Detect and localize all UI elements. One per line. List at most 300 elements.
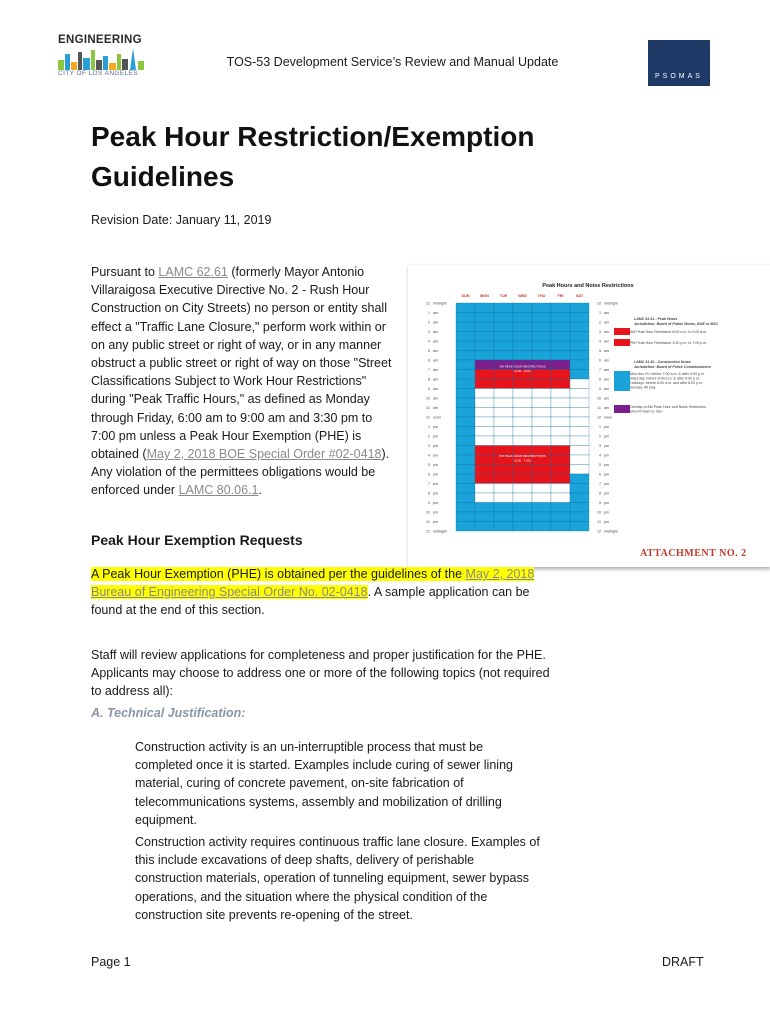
hour-label: 10 — [597, 396, 601, 401]
schedule-cell — [475, 341, 494, 351]
chart-title: Peak Hours and Noise Restrictions — [542, 283, 634, 289]
schedule-cell — [475, 351, 494, 361]
schedule-cell — [475, 389, 494, 399]
schedule-cell — [475, 503, 494, 513]
schedule-cell — [513, 436, 532, 446]
ampm-label: am — [604, 349, 609, 353]
schedule-cell — [570, 493, 589, 503]
hour-label: 12 — [426, 415, 430, 420]
ampm-label: pm — [433, 425, 438, 429]
schedule-cell — [494, 427, 513, 437]
schedule-cell — [494, 341, 513, 351]
schedule-cell — [570, 465, 589, 475]
ampm-label: midnight — [604, 301, 618, 306]
schedule-cell — [551, 427, 570, 437]
ampm-label: pm — [433, 434, 438, 439]
schedule-cell — [551, 522, 570, 532]
day-label: MON — [480, 294, 489, 298]
schedule-cell — [551, 313, 570, 323]
bullet-list — [113, 738, 543, 924]
schedule-cell — [494, 389, 513, 399]
schedule-cell — [456, 446, 475, 456]
ampm-label: pm — [604, 482, 609, 486]
hour-label: 3 — [428, 444, 430, 448]
schedule-cell — [532, 503, 551, 513]
page-title — [91, 117, 651, 197]
ampm-label: am — [604, 358, 609, 363]
schedule-cell — [551, 322, 570, 332]
schedule-cell — [551, 341, 570, 351]
schedule-cell — [456, 389, 475, 399]
hour-label: 5 — [599, 349, 601, 353]
schedule-cell — [532, 512, 551, 522]
schedule-cell — [513, 398, 532, 408]
am-peak-label: AM PEAK HOUR RESTRICTIONS — [499, 364, 546, 369]
ampm-label: am — [433, 406, 438, 410]
schedule-cell — [513, 522, 532, 532]
technical-justification-heading: A. Technical Justification: — [91, 706, 246, 720]
ampm-label: pm — [604, 453, 609, 458]
schedule-cell — [513, 351, 532, 361]
intro-text-2: (formerly Mayor Antonio Villaraigosa Executive Directive No. 2 - Rush Hour Construction on City Streets) no person or entity shall effect a "Traffic Lane Closure," perform work within or on any public street or right of way, or in any manner obstruct a public street or right of way on those "Street Classifications Subject to Work Hour Restrictions" during "Peak Traffic Hours," as defined as Monday through Friday, 6:00 am to 9:00 am and 3:30 pm to 7:00 pm unless a Peak Hour Exemption (PHE) is obtained ( — [91, 265, 392, 462]
schedule-cell — [532, 484, 551, 494]
schedule-cell — [456, 341, 475, 351]
schedule-cell — [456, 427, 475, 437]
schedule-cell — [570, 303, 589, 313]
ampm-label: am — [604, 377, 609, 382]
schedule-cell — [475, 484, 494, 494]
attachment-label: ATTACHMENT NO. 2 — [640, 548, 747, 559]
schedule-cell — [494, 493, 513, 503]
hour-label: 10 — [426, 510, 430, 515]
schedule-cell — [456, 522, 475, 532]
ampm-label: am — [604, 368, 609, 372]
ampm-label: pm — [433, 444, 438, 448]
schedule-cell — [532, 303, 551, 313]
hour-label: 7 — [599, 368, 601, 372]
ampm-label: pm — [433, 472, 438, 477]
schedule-cell — [475, 303, 494, 313]
hour-label: 9 — [428, 387, 430, 391]
peak-hours-chart-svg — [408, 265, 770, 567]
schedule-cell — [513, 379, 532, 389]
schedule-cell — [494, 398, 513, 408]
schedule-cell — [551, 436, 570, 446]
ampm-label: pm — [433, 510, 438, 515]
schedule-cell — [570, 522, 589, 532]
schedule-cell — [494, 436, 513, 446]
day-label: SAT — [575, 294, 584, 298]
schedule-cell — [494, 417, 513, 427]
schedule-cell — [551, 351, 570, 361]
legend-item: Mon thru Fri: before 7:00 a.m. & after 9:00 p.m. — [630, 372, 706, 376]
logo-subtitle: CITY OF LOS ANGELES — [58, 70, 139, 77]
schedule-cell — [494, 379, 513, 389]
schedule-cell — [551, 389, 570, 399]
legend-swatch — [614, 339, 630, 346]
hour-label: 12 — [426, 529, 430, 534]
schedule-cell — [551, 455, 570, 465]
engineering-logo — [58, 34, 148, 86]
hour-label: 12 — [597, 415, 601, 420]
schedule-cell — [551, 446, 570, 456]
schedule-cell — [475, 427, 494, 437]
schedule-cell — [456, 455, 475, 465]
hour-label: 9 — [599, 501, 601, 505]
schedule-cell — [570, 512, 589, 522]
schedule-cell — [513, 389, 532, 399]
schedule-cell — [551, 370, 570, 380]
ampm-label: am — [433, 339, 438, 344]
schedule-cell — [551, 303, 570, 313]
pm-peak-label: (3:30 - 7:00) — [514, 458, 531, 463]
draft-label: DRAFT — [662, 955, 704, 969]
lamc-80-06-1-link[interactable]: LAMC 80.06.1 — [178, 483, 259, 498]
ampm-label: am — [433, 377, 438, 382]
hour-label: 2 — [428, 320, 430, 325]
schedule-cell — [475, 436, 494, 446]
schedule-cell — [475, 398, 494, 408]
schedule-cell — [513, 408, 532, 418]
ampm-label: pm — [433, 501, 438, 505]
schedule-cell — [494, 322, 513, 332]
ampm-label: am — [604, 406, 609, 410]
schedule-cell — [570, 484, 589, 494]
schedule-cell — [475, 474, 494, 484]
schedule-cell — [532, 341, 551, 351]
hour-label: 7 — [428, 368, 430, 372]
schedule-cell — [570, 417, 589, 427]
schedule-cell — [551, 379, 570, 389]
schedule-cell — [475, 408, 494, 418]
hour-label: 12 — [597, 529, 601, 534]
section-heading: Peak Hour Exemption Requests — [91, 532, 303, 548]
schedule-cell — [456, 313, 475, 323]
hour-label: 3 — [599, 444, 601, 448]
bullet-text: Construction activity requires continuous traffic lane closure. Examples of this include excavations of deep shafts, delivery of perishable construction materials, operation of tunneling equipment, sewer bypass operations, and the situation where the physical condition of the construction site prevents re-opening of the street. — [135, 835, 540, 922]
lamc-62-61-link[interactable]: LAMC 62.61 — [158, 265, 228, 279]
hour-label: 3 — [599, 330, 601, 334]
schedule-cell — [551, 484, 570, 494]
hour-label: 3 — [428, 330, 430, 334]
legend-item: Saturday: before 8:00 a.m. & after 6:00 p.m. — [630, 376, 701, 381]
schedule-cell — [456, 465, 475, 475]
schedule-cell — [513, 493, 532, 503]
bullet-icon — [113, 738, 135, 829]
chart-grid — [456, 303, 589, 531]
schedule-cell — [570, 322, 589, 332]
schedule-cell — [532, 417, 551, 427]
schedule-cell — [570, 351, 589, 361]
list-item — [113, 738, 543, 829]
hour-label: 2 — [599, 320, 601, 325]
day-label: THU — [537, 294, 546, 298]
day-label: FRI — [557, 294, 564, 298]
ampm-label: pm — [604, 444, 609, 448]
peak-hours-chart — [408, 265, 770, 567]
schedule-cell — [532, 322, 551, 332]
schedule-cell — [570, 360, 589, 370]
schedule-cell — [532, 408, 551, 418]
schedule-cell — [570, 427, 589, 437]
schedule-cell — [570, 474, 589, 484]
schedule-cell — [494, 370, 513, 380]
hour-label: 2 — [599, 434, 601, 439]
schedule-cell — [570, 398, 589, 408]
header-title: TOS-53 Development Service’s Review and Manual Update — [226, 55, 559, 69]
page-number: Page 1 — [91, 955, 131, 969]
schedule-cell — [513, 465, 532, 475]
schedule-cell — [513, 417, 532, 427]
legend-subheading: Jurisdiction: Board of Public Works, BOE or BSS — [634, 322, 718, 326]
schedule-cell — [570, 389, 589, 399]
legend-item: Overlap of AM Peak Hour and Noise Restriction — [630, 405, 706, 409]
hour-label: 11 — [597, 406, 601, 410]
schedule-cell — [494, 465, 513, 475]
ampm-label: am — [433, 349, 438, 353]
hour-label: 6 — [428, 358, 430, 363]
revision-date: Revision Date: January 11, 2019 — [91, 213, 272, 227]
schedule-cell — [494, 303, 513, 313]
schedule-cell — [475, 417, 494, 427]
schedule-cell — [475, 522, 494, 532]
schedule-cell — [456, 493, 475, 503]
phe-text-highlighted: A Peak Hour Exemption (PHE) is obtained per the guidelines of the — [91, 567, 466, 581]
schedule-cell — [551, 360, 570, 370]
chart-legend — [614, 317, 718, 414]
schedule-cell — [570, 408, 589, 418]
schedule-cell — [532, 398, 551, 408]
hour-label: 4 — [428, 339, 430, 344]
legend-item: Mon-Fri 6am to 7am — [630, 409, 663, 414]
intro-text-3: ). Any violation of the permittees obligations would be enforced under — [91, 447, 390, 498]
day-label: TUE — [499, 294, 508, 298]
chart-day-headers — [461, 294, 583, 298]
schedule-cell — [532, 493, 551, 503]
schedule-cell — [570, 341, 589, 351]
schedule-cell — [456, 370, 475, 380]
hour-label: 10 — [426, 396, 430, 401]
schedule-cell — [551, 512, 570, 522]
schedule-cell — [532, 313, 551, 323]
schedule-cell — [551, 332, 570, 342]
schedule-cell — [570, 503, 589, 513]
ampm-label: noon — [433, 415, 441, 420]
bullet-icon — [113, 833, 135, 924]
legend-swatch — [614, 371, 630, 391]
schedule-cell — [456, 503, 475, 513]
schedule-cell — [456, 512, 475, 522]
ampm-label: am — [604, 339, 609, 344]
hour-label: 9 — [428, 501, 430, 505]
schedule-cell — [570, 332, 589, 342]
ampm-label: am — [604, 396, 609, 401]
schedule-cell — [475, 465, 494, 475]
schedule-cell — [494, 512, 513, 522]
schedule-cell — [513, 512, 532, 522]
schedule-cell — [475, 360, 494, 370]
schedule-cell — [494, 503, 513, 513]
ampm-label: am — [604, 387, 609, 391]
hour-label: 6 — [599, 358, 601, 363]
legend-item: PM Peak Hour Restriction 3:30 p.m. to 7:00 p.m. — [630, 341, 708, 345]
logo-wordmark: ENGINEERING — [58, 34, 142, 46]
hour-label: 5 — [428, 349, 430, 353]
hour-label: 8 — [428, 377, 430, 382]
hour-label: 7 — [428, 482, 430, 486]
legend-item: Sunday: All Day — [630, 385, 656, 390]
schedule-cell — [532, 465, 551, 475]
ampm-label: am — [433, 396, 438, 401]
list-item — [113, 833, 543, 924]
schedule-cell — [456, 408, 475, 418]
ampm-label: pm — [604, 491, 609, 496]
ampm-label: pm — [604, 425, 609, 429]
schedule-cell — [456, 436, 475, 446]
schedule-cell — [475, 370, 494, 380]
hour-label: 5 — [428, 463, 430, 467]
schedule-cell — [475, 512, 494, 522]
schedule-cell — [513, 474, 532, 484]
ampm-label: pm — [604, 434, 609, 439]
schedule-cell — [551, 465, 570, 475]
schedule-cell — [456, 379, 475, 389]
schedule-cell — [494, 522, 513, 532]
schedule-cell — [551, 417, 570, 427]
ampm-label: am — [433, 368, 438, 372]
staff-review-paragraph: Staff will review applications for completeness and proper justification for the PHE. Applicants may choose to address one or more of the following topics (not required to address all): — [91, 648, 550, 699]
ampm-label: am — [433, 387, 438, 391]
hour-label: 9 — [599, 387, 601, 391]
ampm-label: midnight — [604, 529, 618, 534]
schedule-cell — [513, 322, 532, 332]
ampm-label: am — [433, 320, 438, 325]
psomas-logo — [648, 40, 710, 86]
hour-label: 2 — [428, 434, 430, 439]
schedule-cell — [456, 303, 475, 313]
hour-label: 8 — [599, 491, 601, 496]
schedule-cell — [551, 474, 570, 484]
chart-hours-left — [426, 302, 447, 534]
ampm-label: pm — [433, 491, 438, 496]
intro-text-1: Pursuant to — [91, 265, 159, 279]
hour-label: 4 — [599, 339, 601, 344]
schedule-cell — [532, 427, 551, 437]
schedule-cell — [532, 332, 551, 342]
bureau-special-order-link[interactable]: May 2, 2018 Bureau of Engineering Special Order No. 02-0418 — [91, 567, 535, 600]
schedule-cell — [456, 351, 475, 361]
schedule-cell — [532, 474, 551, 484]
ampm-label: midnight — [433, 529, 447, 534]
special-order-link[interactable]: May 2, 2018 BOE Special Order #02-0418 — [146, 447, 382, 462]
schedule-cell — [456, 417, 475, 427]
city-skyline-icon — [58, 46, 146, 70]
day-label: SUN — [461, 294, 470, 298]
page-title-line2: Guidelines — [91, 161, 235, 192]
hour-label: 11 — [597, 520, 601, 524]
ampm-label: pm — [604, 472, 609, 477]
ampm-label: pm — [433, 463, 438, 467]
ampm-label: am — [604, 330, 609, 334]
ampm-label: midnight — [433, 301, 447, 306]
schedule-cell — [513, 313, 532, 323]
schedule-cell — [475, 332, 494, 342]
bullet-text: Construction activity is an un-interruptible process that must be completed once it is started. Examples include curing of sewer lining material, curing of concrete pavement, on-site fabrication of telecommunications systems, assembly and mobilization of drilling equipment. — [135, 740, 513, 827]
chart-hours-right — [597, 302, 618, 534]
ampm-label: pm — [604, 463, 609, 467]
schedule-cell — [494, 313, 513, 323]
pm-peak-label: PM PEAK HOUR RESTRICTIONS — [499, 453, 546, 458]
ampm-label: pm — [604, 510, 609, 515]
schedule-cell — [513, 341, 532, 351]
schedule-cell — [456, 332, 475, 342]
schedule-cell — [570, 455, 589, 465]
hour-label: 1 — [428, 311, 430, 315]
ampm-label: pm — [433, 520, 438, 524]
psomas-wordmark: PSOMAS — [655, 73, 703, 80]
schedule-cell — [475, 446, 494, 456]
ampm-label: pm — [604, 520, 609, 524]
hour-label: 12 — [426, 301, 430, 306]
schedule-cell — [532, 522, 551, 532]
legend-subheading: Jurisdiction: Board of Police Commissioners — [634, 365, 711, 369]
intro-paragraph — [91, 263, 393, 500]
schedule-cell — [456, 322, 475, 332]
schedule-cell — [570, 370, 589, 380]
ampm-label: am — [433, 311, 438, 315]
schedule-cell — [456, 360, 475, 370]
page-title-line1: Peak Hour Restriction/Exemption — [91, 121, 535, 152]
legend-swatch — [614, 405, 630, 413]
schedule-cell — [456, 398, 475, 408]
schedule-cell — [513, 303, 532, 313]
schedule-cell — [475, 322, 494, 332]
schedule-cell — [494, 351, 513, 361]
schedule-cell — [551, 398, 570, 408]
hour-label: 10 — [597, 510, 601, 515]
hour-label: 1 — [599, 425, 601, 429]
legend-item: AM Peak Hour Restriction 6:00 a.m. to 9:00 a.m. — [630, 330, 708, 334]
schedule-cell — [494, 484, 513, 494]
schedule-cell — [551, 503, 570, 513]
schedule-cell — [475, 455, 494, 465]
schedule-cell — [475, 379, 494, 389]
schedule-cell — [570, 446, 589, 456]
ampm-label: pm — [433, 482, 438, 486]
hour-label: 11 — [426, 406, 430, 410]
hour-label: 1 — [428, 425, 430, 429]
schedule-cell — [494, 332, 513, 342]
ampm-label: am — [604, 311, 609, 315]
schedule-cell — [513, 484, 532, 494]
legend-heading: LAMC 41.40 - Construction Noise — [634, 360, 691, 364]
hour-label: 1 — [599, 311, 601, 315]
hour-label: 4 — [428, 453, 430, 458]
schedule-cell — [532, 351, 551, 361]
ampm-label: pm — [433, 453, 438, 458]
schedule-cell — [513, 427, 532, 437]
am-peak-label: (6:00 - 9:00) — [514, 369, 531, 374]
hour-label: 4 — [599, 453, 601, 458]
hour-label: 8 — [599, 377, 601, 382]
schedule-cell — [570, 379, 589, 389]
hour-label: 6 — [428, 472, 430, 477]
schedule-cell — [570, 313, 589, 323]
schedule-cell — [532, 436, 551, 446]
schedule-cell — [532, 370, 551, 380]
schedule-cell — [475, 313, 494, 323]
hour-label: 7 — [599, 482, 601, 486]
